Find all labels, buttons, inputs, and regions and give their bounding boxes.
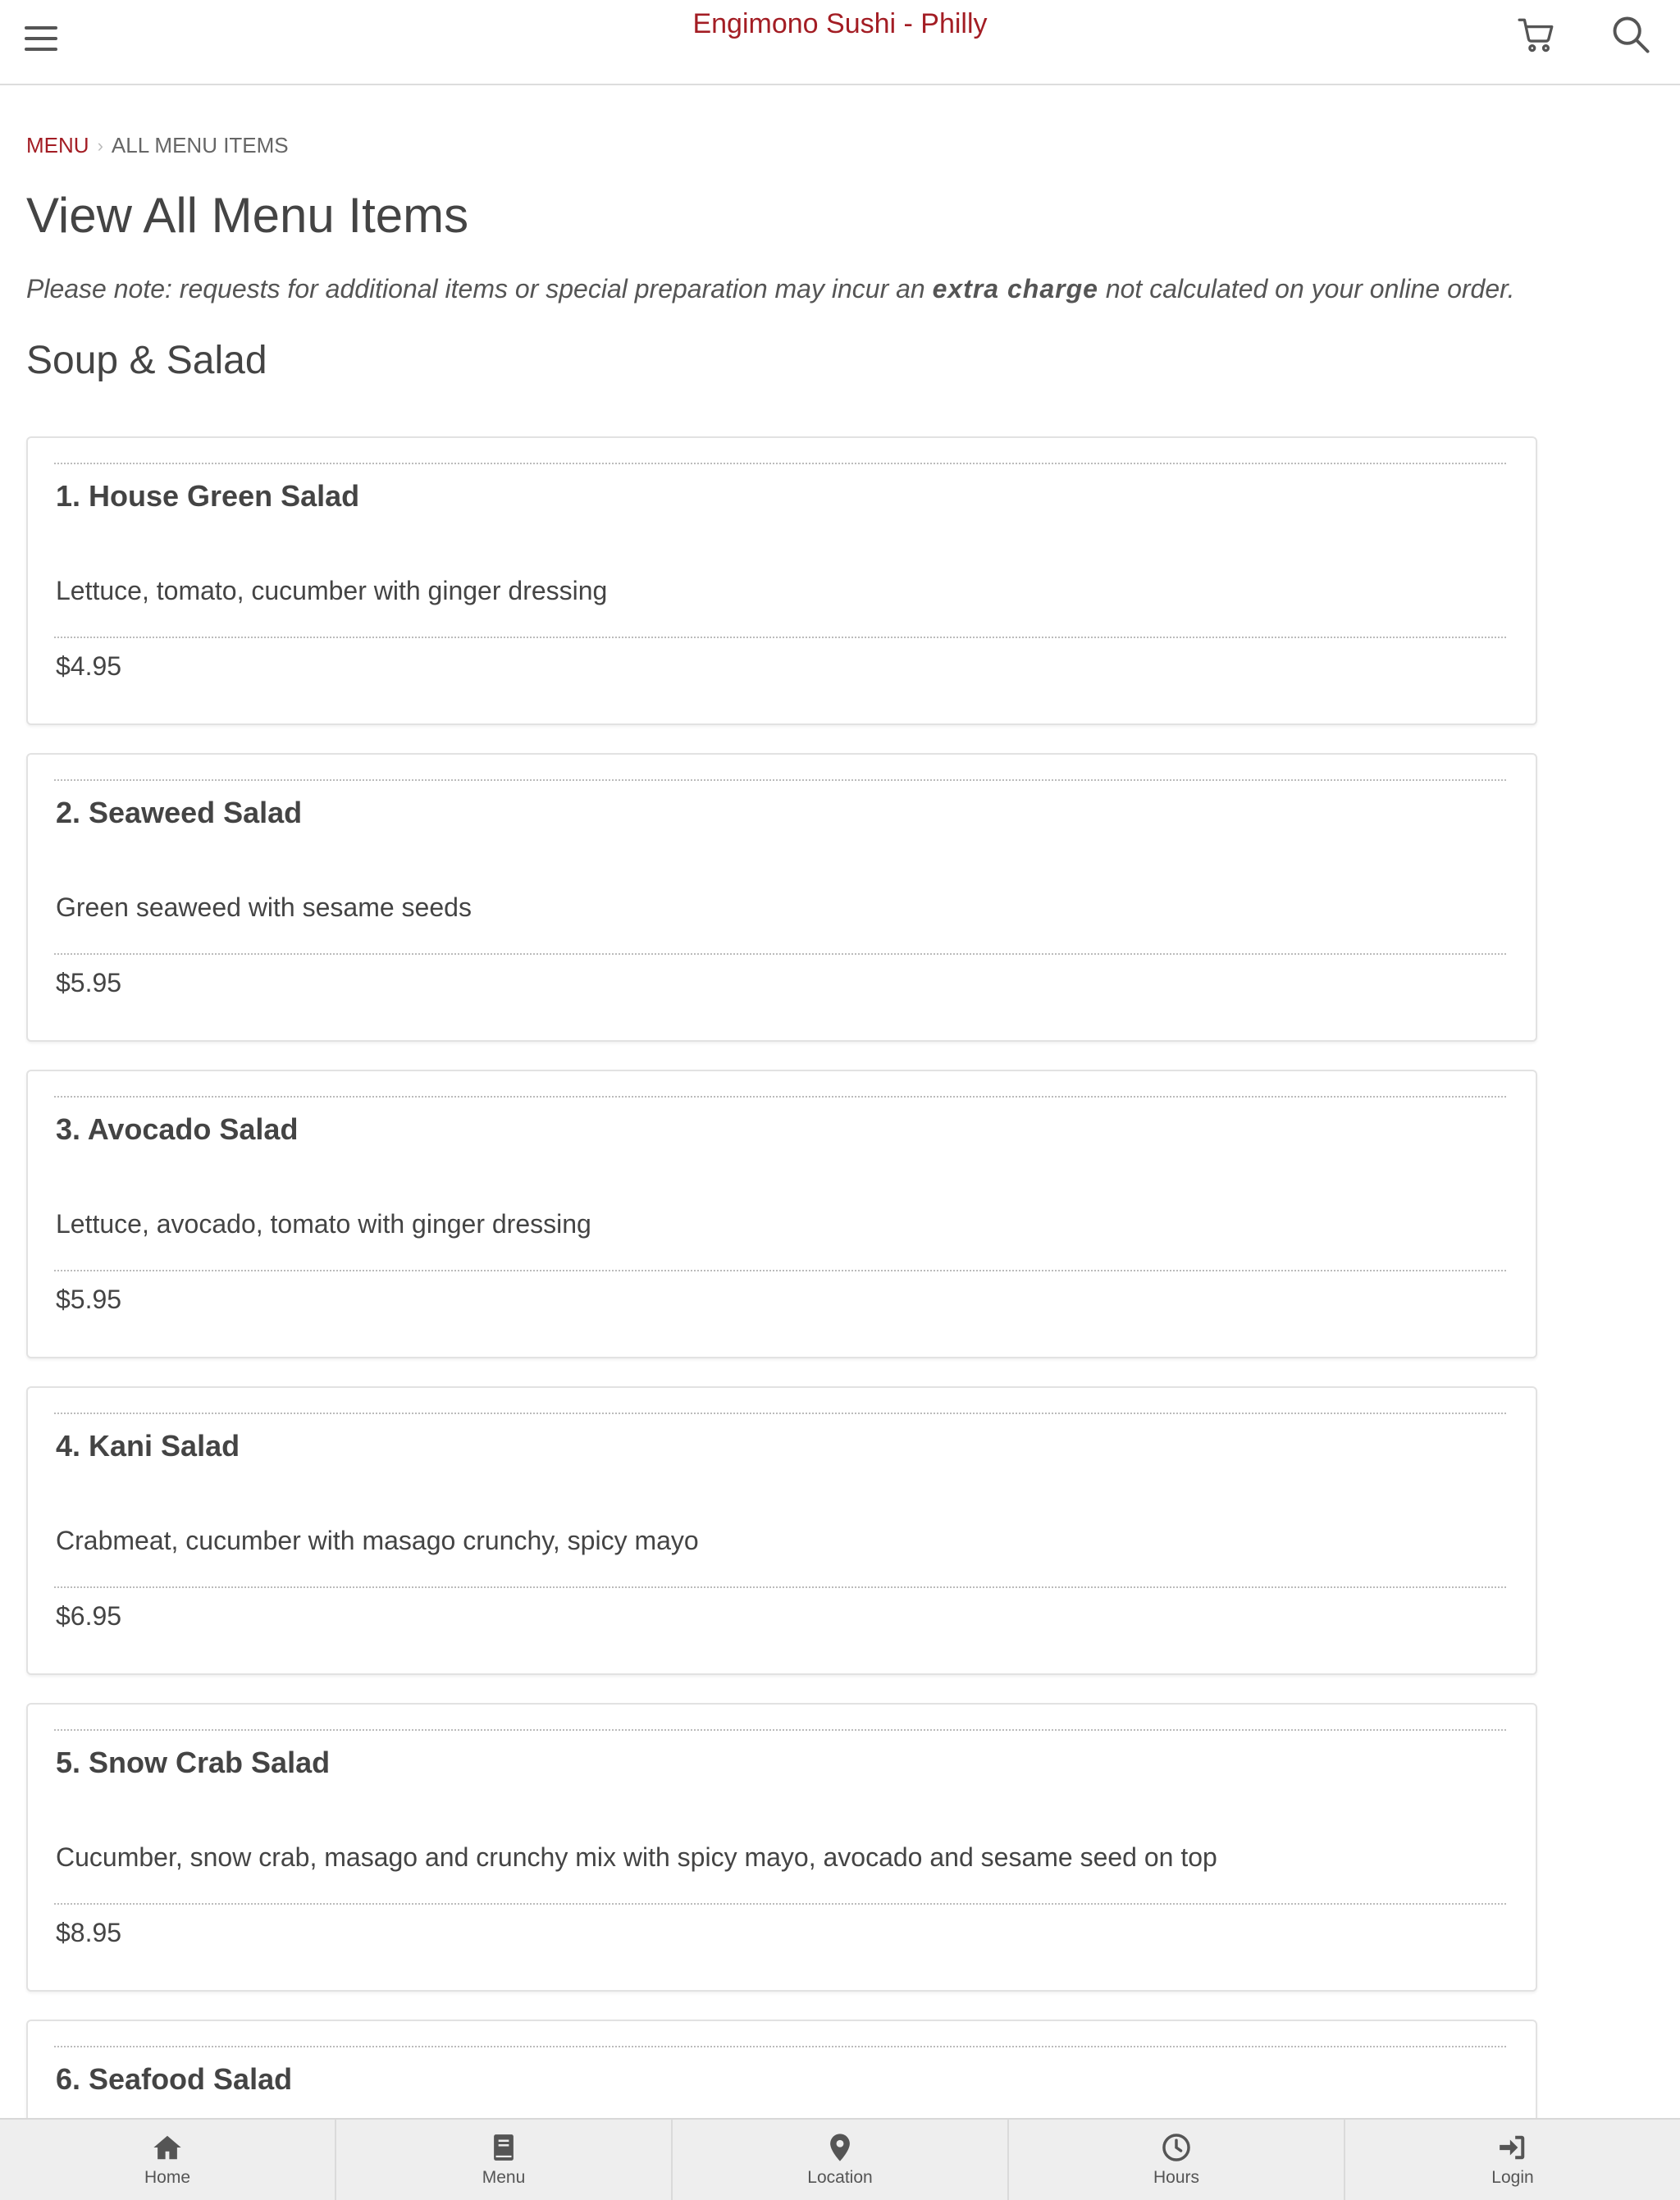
menu-item-price: $4.95 (56, 651, 122, 681)
nav-menu-label: Menu (482, 2168, 526, 2187)
breadcrumb-menu-link[interactable]: MENU (26, 133, 89, 157)
nav-hours[interactable] (1009, 2120, 1345, 2200)
page-title: View All Menu Items (26, 188, 469, 243)
divider (54, 953, 1506, 955)
menu-item-name: 4. Kani Salad (56, 1429, 240, 1463)
divider (54, 637, 1506, 638)
search-icon[interactable] (1609, 13, 1659, 62)
menu-item-description: Lettuce, avocado, tomato with ginger dressing (56, 1209, 591, 1239)
clock-icon (1161, 2132, 1192, 2163)
site-title[interactable]: Engimono Sushi - Philly (692, 8, 988, 39)
menu-item-description: Cucumber, snow crab, masago and crunchy mix with spicy mayo, avocado and sesame seed on top (56, 1842, 1217, 1872)
order-note-text-start: Please note: requests for additional items or special preparation may incur an (26, 274, 933, 304)
menu-item-name: 6. Seafood Salad (56, 2062, 293, 2096)
menu-item-description: Crabmeat, cucumber with masago crunchy, spicy mayo (56, 1526, 699, 1555)
menu-item-description: Lettuce, tomato, cucumber with ginger dressing (56, 576, 608, 605)
bottom-nav (0, 2118, 1680, 2200)
menu-item-price: $6.95 (56, 1601, 122, 1631)
order-note-emphasis: extra charge (932, 274, 1098, 304)
nav-location-label: Location (807, 2168, 873, 2187)
menu-item-price: $8.95 (56, 1918, 122, 1947)
divider (54, 1586, 1506, 1588)
menu-item-price: $5.95 (56, 968, 122, 997)
divider (54, 1729, 1506, 1731)
login-icon (1497, 2132, 1528, 2163)
breadcrumb-current: ALL MENU ITEMS (111, 133, 289, 157)
menu-item-description: Green seaweed with sesame seeds (56, 892, 472, 922)
nav-home[interactable] (0, 2120, 336, 2200)
menu-item-card[interactable] (26, 1703, 1537, 1992)
chevron-right-icon: › (97, 135, 103, 156)
nav-menu[interactable] (336, 2120, 673, 2200)
divider (54, 779, 1506, 781)
menu-item-card[interactable] (26, 1386, 1537, 1675)
menu-item-name: 2. Seaweed Salad (56, 796, 303, 829)
top-header (0, 0, 1680, 85)
menu-item-card[interactable] (26, 753, 1537, 1042)
book-icon (488, 2132, 519, 2163)
nav-location[interactable] (673, 2120, 1009, 2200)
breadcrumb (26, 133, 289, 158)
divider (54, 2046, 1506, 2047)
divider (54, 463, 1506, 464)
shopping-cart-icon[interactable] (1516, 15, 1565, 64)
divider (54, 1413, 1506, 1414)
menu-item-card[interactable] (26, 1070, 1537, 1358)
map-pin-icon (824, 2132, 856, 2163)
order-note-text-end: not calculated on your online order. (1098, 274, 1515, 304)
home-icon (152, 2132, 183, 2163)
section-title: Soup & Salad (26, 339, 267, 382)
divider (54, 1096, 1506, 1098)
menu-item-name: 5. Snow Crab Salad (56, 1746, 331, 1779)
nav-login[interactable] (1345, 2120, 1680, 2200)
divider (54, 1903, 1506, 1905)
menu-item-price: $5.95 (56, 1285, 122, 1314)
menu-item-name: 3. Avocado Salad (56, 1112, 299, 1146)
nav-login-label: Login (1491, 2168, 1534, 2187)
divider (54, 1270, 1506, 1271)
menu-item-name: 1. House Green Salad (56, 479, 360, 513)
menu-item-card[interactable] (26, 436, 1537, 725)
nav-hours-label: Hours (1153, 2168, 1200, 2187)
order-note (26, 274, 1515, 304)
nav-home-label: Home (144, 2168, 191, 2187)
